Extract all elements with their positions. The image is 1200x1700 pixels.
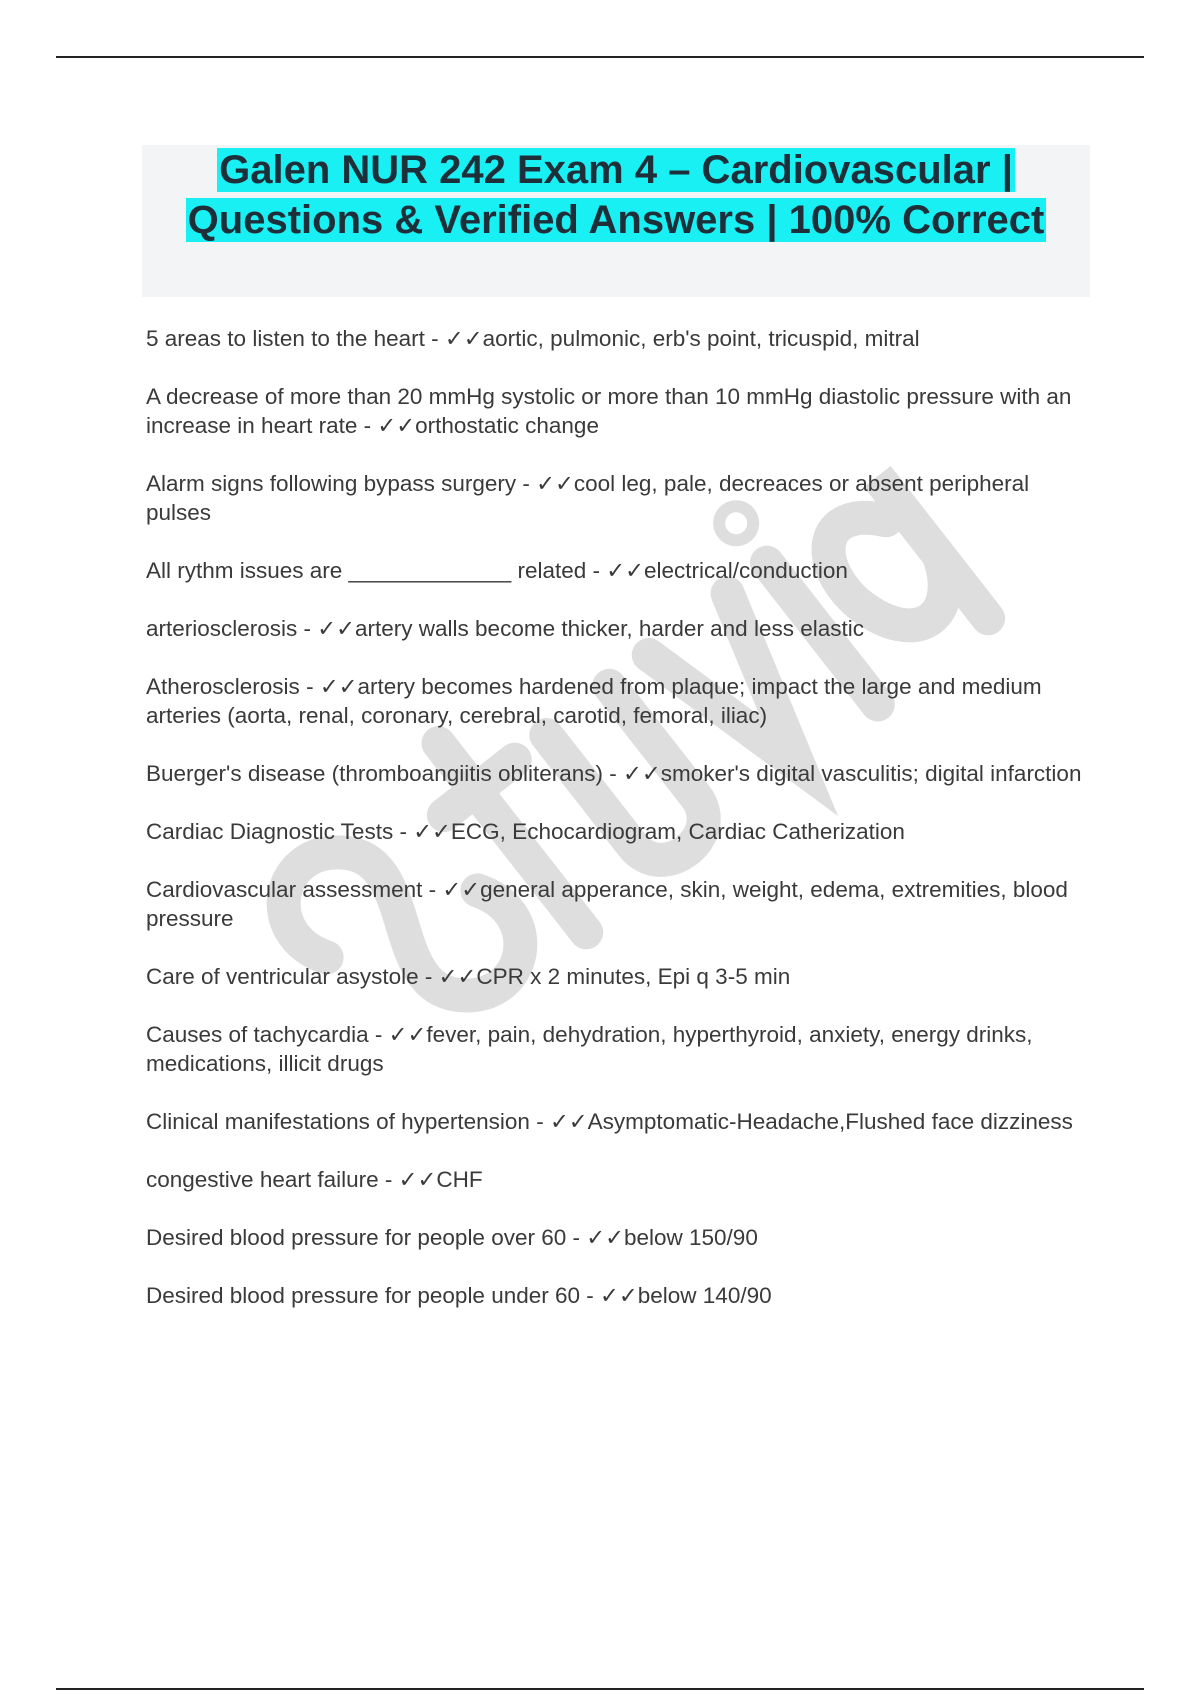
document-title: Galen NUR 242 Exam 4 – Cardiovascular | Questions & Verified Answers | 100% Correct [187,148,1045,242]
double-check-icon: ✓✓ [444,326,483,351]
question-text: Care of ventricular asystole [146,964,419,989]
question-text: Alarm signs following bypass surgery [146,471,517,496]
answer-text: below 140/90 [637,1283,772,1308]
qa-item [146,1165,1086,1194]
question-text: Buerger's disease (thromboangiitis obliterans) [146,761,604,786]
separator: - [357,413,378,438]
answer-text: orthostatic change [415,413,599,438]
question-text: All rythm issues are _____________ related [146,558,587,583]
double-check-icon: ✓✓ [442,877,481,902]
qa-item [146,469,1086,527]
answer-text: electrical/conduction [644,558,848,583]
answer-text: aortic, pulmonic, erb's point, tricuspid, mitral [482,326,920,351]
double-check-icon: ✓✓ [600,1283,638,1308]
double-check-icon: ✓✓ [319,674,358,699]
question-text: A decrease of more than 20 mmHg systolic or more than 10 mmHg diastolic pressure with an increase in heart rate [146,384,1072,438]
answer-text: CPR x 2 minutes, Epi q 3-5 min [476,964,791,989]
separator: - [297,616,318,641]
qa-item [146,875,1086,933]
separator: - [603,761,624,786]
qa-item [146,556,1086,585]
title-banner [142,145,1090,297]
double-check-icon: ✓✓ [388,1022,427,1047]
top-rule [56,56,1144,58]
answer-text: ECG, Echocardiogram, Cardiac Catherization [450,819,905,844]
separator: - [586,558,607,583]
separator: - [516,471,537,496]
double-check-icon: ✓✓ [623,761,661,786]
qa-item [146,759,1086,788]
double-check-icon: ✓✓ [398,1167,437,1192]
question-text: Cardiovascular assessment [146,877,423,902]
question-text: Cardiac Diagnostic Tests [146,819,394,844]
qa-item [146,672,1086,730]
separator: - [393,819,414,844]
question-text: Clinical manifestations of hypertension [146,1109,530,1134]
answer-text: smoker's digital vasculitis; digital infarction [660,761,1082,786]
separator: - [378,1167,399,1192]
qa-item [146,324,1086,353]
qa-item [146,382,1086,440]
question-text: Desired blood pressure for people over 60 [146,1225,567,1250]
separator: - [529,1109,550,1134]
qa-item [146,1281,1086,1310]
question-text: Desired blood pressure for people under 60 [146,1283,581,1308]
double-check-icon: ✓✓ [377,413,416,438]
separator: - [422,877,443,902]
double-check-icon: ✓✓ [438,964,477,989]
bottom-rule [56,1688,1144,1690]
qa-item [146,962,1086,991]
qa-item [146,1223,1086,1252]
double-check-icon: ✓✓ [413,819,451,844]
qa-item [146,1107,1086,1136]
question-text: arteriosclerosis [146,616,298,641]
answer-text: below 150/90 [623,1225,758,1250]
qa-item [146,1020,1086,1078]
double-check-icon: ✓✓ [536,471,574,496]
question-text: congestive heart failure [146,1167,379,1192]
answer-text: CHF [436,1167,483,1192]
double-check-icon: ✓✓ [549,1109,588,1134]
answer-text: Asymptomatic-Headache,Flushed face dizziness [587,1109,1073,1134]
separator: - [418,964,439,989]
answer-text: artery becomes hardened from plaque; impact the large and medium arteries (aorta, renal, coronary, cerebral, carotid, femoral, iliac) [146,674,1042,728]
answer-text: artery walls become thicker, harder and less elastic [355,616,864,641]
answer-text: fever, pain, dehydration, hyperthyroid, anxiety, energy drinks, medications, illicit drugs [146,1022,1033,1076]
qa-list [146,324,1086,1339]
qa-item [146,614,1086,643]
double-check-icon: ✓✓ [317,616,356,641]
separator: - [424,326,445,351]
separator: - [566,1225,587,1250]
double-check-icon: ✓✓ [606,558,644,583]
separator: - [299,674,320,699]
double-check-icon: ✓✓ [586,1225,624,1250]
qa-item [146,817,1086,846]
separator: - [368,1022,389,1047]
question-text: Atherosclerosis [146,674,300,699]
answer-text: cool leg, pale, decreaces or absent peripheral pulses [146,471,1030,525]
question-text: 5 areas to listen to the heart [146,326,425,351]
question-text: Causes of tachycardia [146,1022,369,1047]
answer-text: general apperance, skin, weight, edema, extremities, blood pressure [146,877,1068,931]
separator: - [580,1283,601,1308]
